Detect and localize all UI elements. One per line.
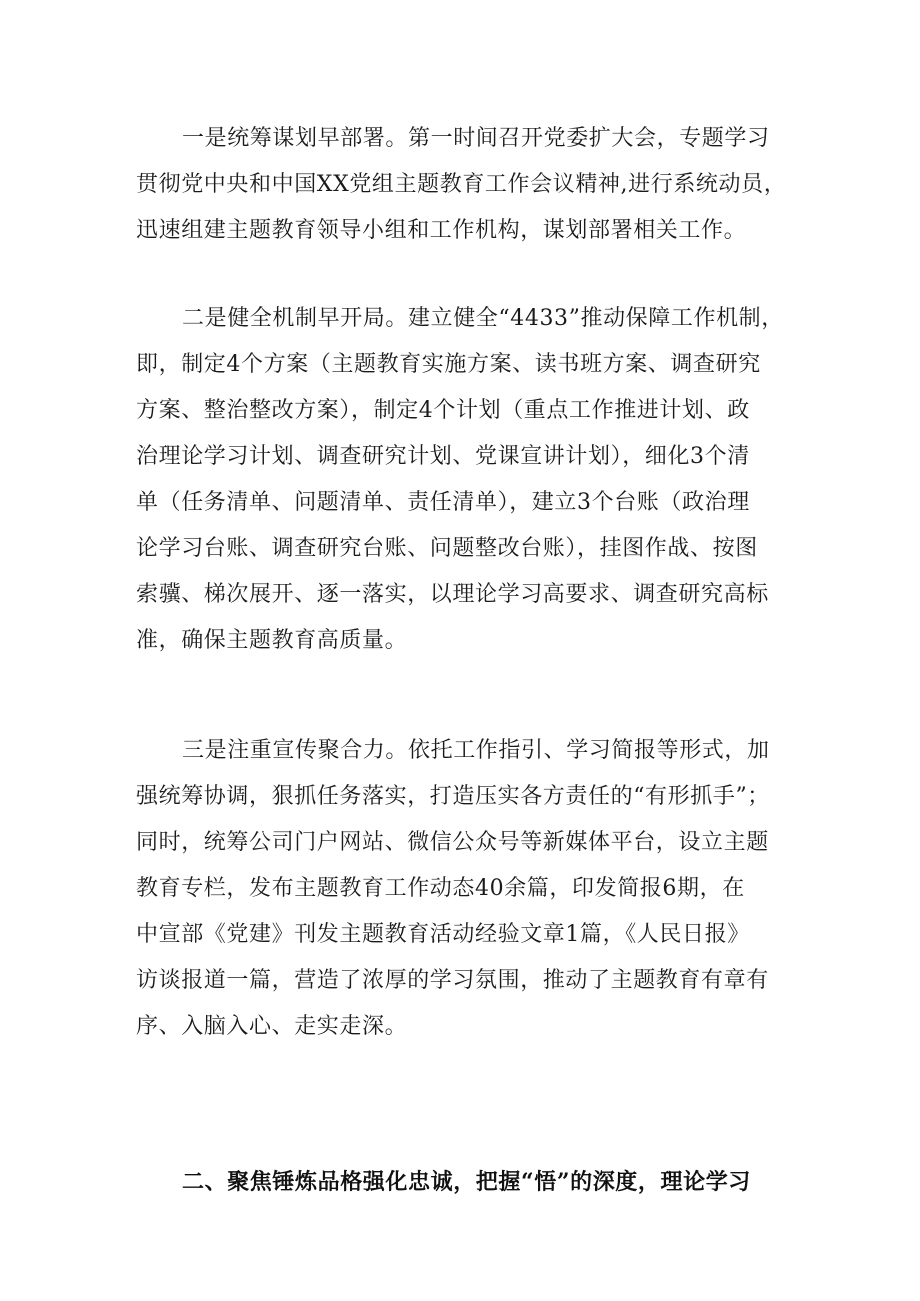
paragraph-line: 二是健全机制早开局。建立健全“4433”推动保障工作机制，	[182, 306, 784, 331]
paragraph-2	[136, 296, 804, 664]
paragraph-line: 即，制定4个方案（主题教育实施方案、读书班方案、调查研究	[136, 352, 761, 377]
paragraph-line: 一是统筹谋划早部署。第一时间召开党委扩大会，专题学习	[182, 126, 770, 151]
paragraph-3	[136, 728, 804, 1050]
paragraph-line: 中宣部《党建》刊发主题教育活动经验文章1篇，《人民日报》	[136, 922, 750, 947]
paragraph-line: 索骥、梯次展开、逐一落实，以理论学习高要求、调查研究高标	[136, 582, 769, 607]
paragraph-line: 三是注重宣传聚合力。依托工作指引、学习简报等形式，加	[182, 738, 770, 763]
paragraph-line: 贯彻党中央和中国XX党组主题教育工作会议精神,进行系统动员，	[136, 172, 787, 197]
paragraph-line: 序、入脑入心、走实走深。	[136, 1014, 408, 1039]
paragraph-line: 准，确保主题教育高质量。	[136, 628, 408, 653]
paragraph-line: 访谈报道一篇，营造了浓厚的学习氛围，推动了主题教育有章有	[136, 968, 769, 993]
paragraph-line: 教育专栏，发布主题教育工作动态40余篇，印发简报6期，在	[136, 876, 745, 901]
paragraph-line: 方案、整治整改方案），制定4个计划（重点工作推进计划、政	[136, 398, 750, 423]
paragraph-line: 同时，统筹公司门户网站、微信公众号等新媒体平台，设立主题	[136, 830, 769, 855]
paragraph-line: 单（任务清单、问题清单、责任清单），建立3个台账（政治理	[136, 490, 750, 515]
paragraph-line: 强统筹协调，狠抓任务落实，打造压实各方责任的“有形抓手”；	[136, 784, 770, 809]
section-heading: 二、聚焦锤炼品格强化忠诚，把握“悟”的深度，理论学习	[182, 1169, 751, 1195]
paragraph-line: 治理论学习计划、调查研究计划、党课宣讲计划），细化3个清	[136, 444, 750, 469]
paragraph-1	[136, 116, 804, 254]
section-heading-block	[136, 1159, 804, 1205]
paragraph-line: 迅速组建主题教育领导小组和工作机构，谋划部署相关工作。	[136, 218, 747, 243]
paragraph-line: 论学习台账、调查研究台账、问题整改台账），挂图作战、按图	[136, 536, 758, 561]
